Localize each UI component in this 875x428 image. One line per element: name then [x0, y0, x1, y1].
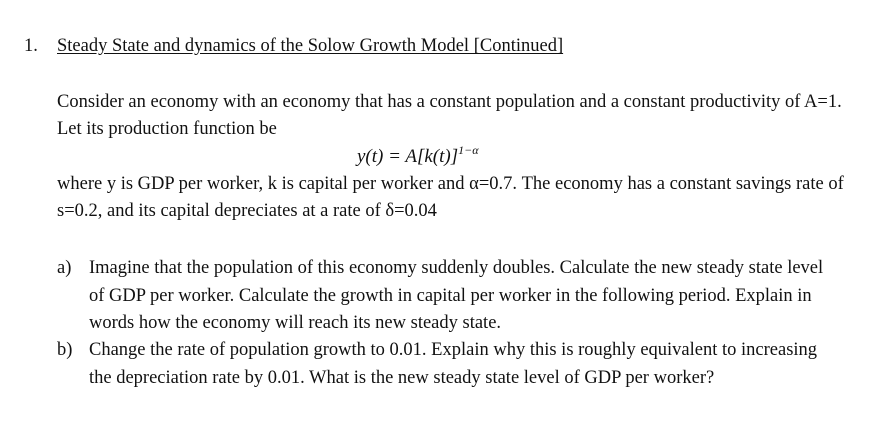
question-a-marker: a) — [57, 258, 72, 278]
equation-exponent: 1−α — [458, 143, 479, 157]
production-function-equation — [357, 143, 479, 168]
question-b-text: Change the rate of population growth to 0.01. Explain why this is roughly equivalent to increasing the depreciation rate by 0.01. What is the new steady state level of GDP per worker? — [89, 340, 818, 388]
intro-paragraph: Consider an economy with an economy that has a constant population and a constant productivity of A=1. Let its production function be — [57, 92, 842, 139]
question-b — [57, 337, 837, 392]
problem-title: Steady State and dynamics of the Solow Growth Model [Continued] — [57, 36, 564, 56]
question-a-text: Imagine that the population of this economy suddenly doubles. Calculate the new steady state level of GDP per worker. Calculate the growth in capital per worker in the following period. Explain in words how the economy will reach its new steady state. — [89, 258, 824, 333]
problem-heading — [24, 36, 563, 57]
problem-number: 1. — [24, 36, 38, 56]
question-b-marker: b) — [57, 340, 73, 360]
equation-body: y(t) = A[k(t)] — [357, 146, 459, 167]
description-paragraph: where y is GDP per worker, k is capital per worker and α=0.7. The economy has a constant savings rate of s=0.2, and its capital depreciates at a rate of δ=0.04 — [57, 174, 844, 221]
question-a — [57, 255, 837, 338]
